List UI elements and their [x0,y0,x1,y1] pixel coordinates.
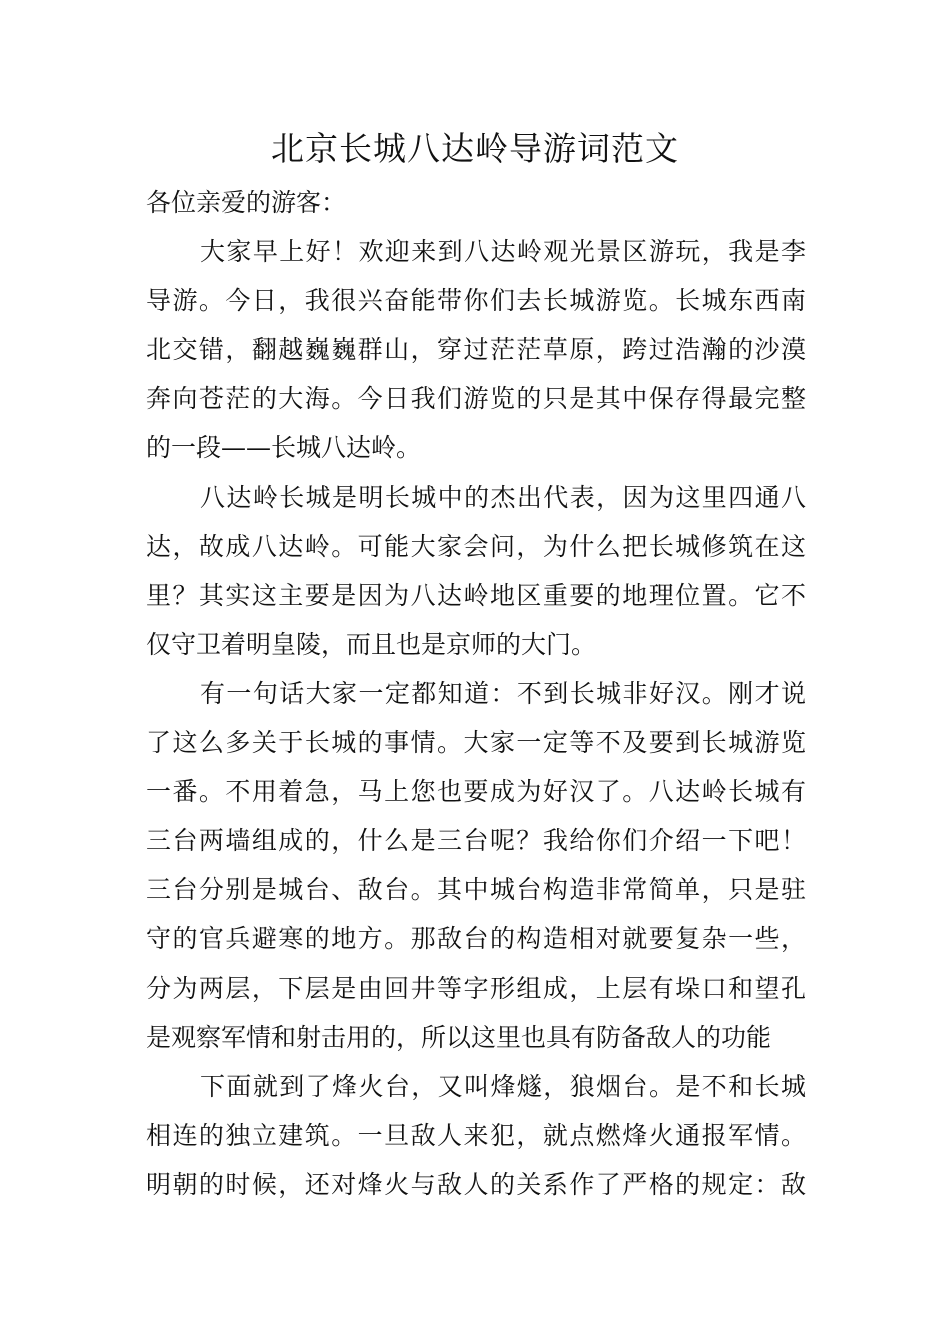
text-line: 的一段——长城八达岭。 [146,433,422,463]
text-line: 八达岭长城是明长城中的杰出代表，因为这里四通八 [200,482,806,512]
text-line: 三台分别是城台、敌台。其中城台构造非常简单，只是驻 [146,875,806,905]
text-line: 守的官兵避寒的地方。那敌台的构造相对就要复杂一些， [146,924,806,954]
document-body [146,178,806,1209]
text-line: 明朝的时候，还对烽火与敌人的关系作了严格的规定：敌 [146,1169,806,1199]
text-line: 里？其实这主要是因为八达岭地区重要的地理位置。它不 [146,580,806,610]
text-line: 大家早上好！欢迎来到八达岭观光景区游玩，我是李 [200,237,806,267]
text-line: 一番。不用着急，马上您也要成为好汉了。八达岭长城有 [146,777,806,807]
text-line: 三台两墙组成的，什么是三台呢？我给你们介绍一下吧！ [146,826,806,856]
document-title: 北京长城八达岭导游词范文 [271,129,679,168]
text-line: 下面就到了烽火台，又叫烽燧，狼烟台。是不和长城 [200,1071,806,1101]
text-line: 有一句话大家一定都知道：不到长城非好汉。刚才说 [200,678,806,708]
text-line: 奔向苍茫的大海。今日我们游览的只是其中保存得最完整 [146,384,806,414]
text-line: 导游。今日，我很兴奋能带你们去长城游览。长城东西南 [146,286,806,316]
text-line: 达，故成八达岭。可能大家会问，为什么把长城修筑在这 [146,531,806,561]
text-line: 仅守卫着明皇陵，而且也是京师的大门。 [146,629,597,659]
text-line: 相连的独立建筑。一旦敌人来犯，就点燃烽火通报军情。 [146,1120,806,1150]
text-line: 北交错，翻越巍巍群山，穿过茫茫草原，跨过浩瀚的沙漠 [146,335,806,365]
text-line: 是观察军情和射击用的，所以这里也具有防备敌人的功能 [146,1022,772,1052]
text-line: 了这么多关于长城的事情。大家一定等不及要到长城游览 [146,728,806,758]
text-line: 各位亲爱的游客： [146,188,347,217]
text-line: 分为两层，下层是由回井等字形组成，上层有垛口和望孔 [146,973,806,1003]
